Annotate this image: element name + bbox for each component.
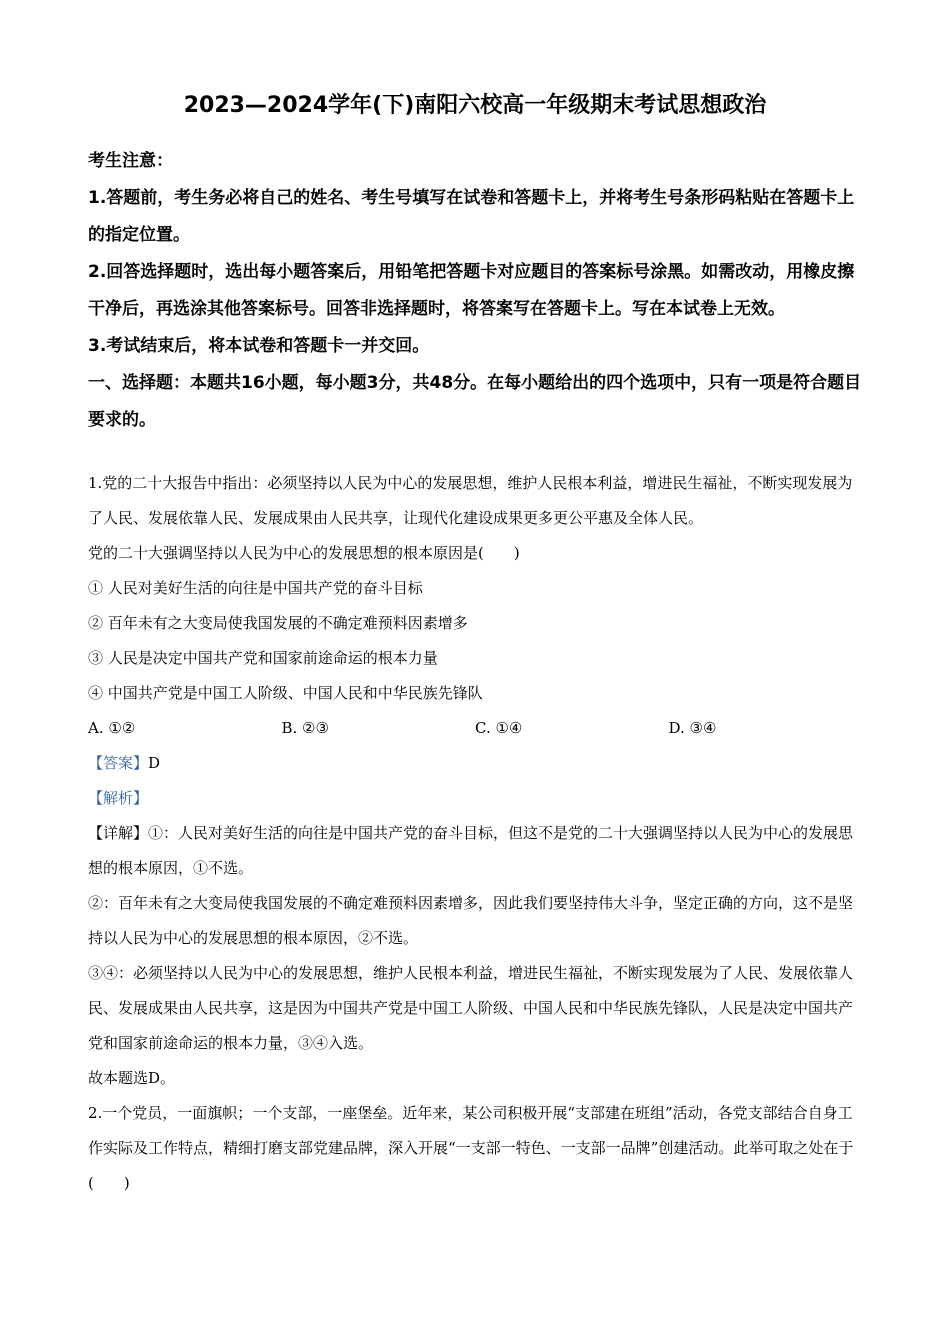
answer-tag: 【答案】	[88, 754, 149, 772]
q1-stem: 1.党的二十大报告中指出：必须坚持以人民为中心的发展思想，维护人民根本利益，增进民生福祉，不断实现发展为了人民、发展依靠人民、发展成果由人民共享，让现代化建设成果更多更公平惠及全体人民。	[88, 474, 853, 527]
notice-item-1: 1.答题前，考生务必将自己的姓名、考生号填写在试卷和答题卡上，并将考生号条形码粘贴在答题卡上的指定位置。	[88, 188, 855, 245]
q1-option-c: C. ①④	[475, 719, 523, 737]
notice-item-2: 2.回答选择题时，选出每小题答案后，用铅笔把答题卡对应题目的答案标号涂黑。如需改动，用橡皮擦干净后，再选涂其他答案标号。回答非选择题时，将答案写在答题卡上。写在本试卷上无效。	[88, 262, 855, 319]
q1-statement-3: ③ 人民是决定中国共产党和国家前途命运的根本力量	[88, 649, 438, 667]
q1-analysis	[88, 781, 862, 816]
detail-1-text: ①：人民对美好生活的向往是中国共产党的奋斗目标，但这不是党的二十大强调坚持以人民为中心的发展思想的根本原因，①不选。	[88, 824, 854, 877]
q2-stem: 2.一个党员，一面旗帜；一个支部，一座堡垒。近年来，某公司积极开展“支部建在班组”活动，各党支部结合自身工作实际及工作特点，精细打磨支部党建品牌，深入开展“一支部一特色、一支部一品牌”创建活动。此举可取之处在于( )	[88, 1104, 854, 1192]
notice-item-3: 3.考试结束后，将本试卷和答题卡一并交回。	[88, 336, 430, 356]
q1-detail-3: ③④：必须坚持以人民为中心的发展思想，维护人民根本利益，增进民生福祉，不断实现发展为了人民、发展依靠人民、发展成果由人民共享，这是因为中国共产党是中国工人阶级、中国人民和中华民族先锋队，人民是决定中国共产党和国家前途命运的根本力量，③④入选。	[88, 964, 854, 1052]
q1-question: 党的二十大强调坚持以人民为中心的发展思想的根本原因是( )	[88, 544, 520, 562]
q1-option-d: D. ③④	[668, 719, 717, 737]
q1-option-b: B. ②③	[281, 719, 329, 737]
notice-heading: 考生注意：	[88, 151, 173, 171]
page-title: 2023—2024学年(下)南阳六校高一年级期末考试思想政治	[183, 93, 767, 118]
question-area	[88, 466, 862, 1201]
q1-statement-2: ② 百年未有之大变局使我国发展的不确定难预料因素增多	[88, 614, 468, 632]
q1-detail-2: ②：百年未有之大变局使我国发展的不确定难预料因素增多，因此我们要坚持伟大斗争，坚定正确的方向，这不是坚持以人民为中心的发展思想的根本原因，②不选。	[88, 894, 854, 947]
q1-conclusion: 故本题选D。	[88, 1069, 176, 1087]
exam-notice	[88, 143, 862, 439]
section-heading: 一、选择题：本题共16小题，每小题3分，共48分。在每小题给出的四个选项中，只有一项是符合题目要求的。	[88, 373, 862, 430]
answer-value: D	[148, 754, 161, 772]
detail-tag: 【详解】	[88, 824, 149, 842]
q1-answer	[88, 746, 862, 781]
q1-options	[88, 711, 862, 746]
q1-statement-1: ① 人民对美好生活的向往是中国共产党的奋斗目标	[88, 579, 423, 597]
q1-statement-4: ④ 中国共产党是中国工人阶级、中国人民和中华民族先锋队	[88, 684, 483, 702]
q1-detail-1	[88, 816, 862, 886]
q1-option-a: A. ①②	[88, 719, 136, 737]
analysis-tag: 【解析】	[88, 789, 149, 807]
